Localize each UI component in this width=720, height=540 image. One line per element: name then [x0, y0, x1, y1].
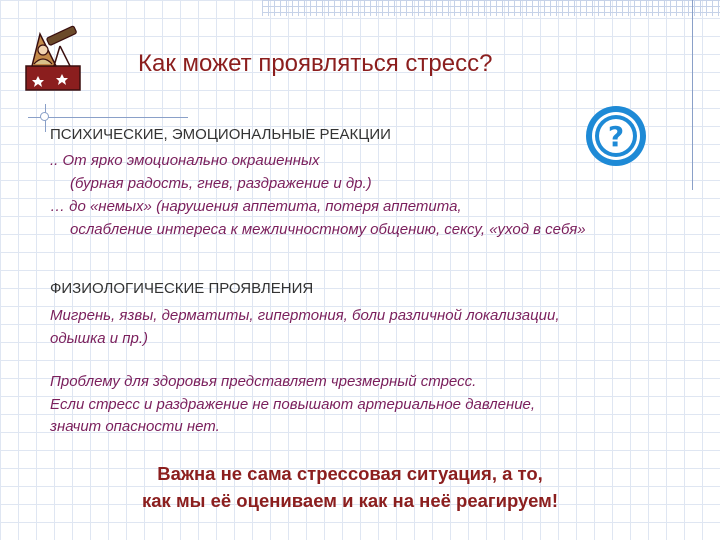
emotional-line: .. От ярко эмоционально окрашенных	[50, 152, 320, 169]
note-line: Если стресс и раздражение не повышают артериальное давление,	[50, 396, 536, 413]
section-heading-physiological: ФИЗИОЛОГИЧЕСКИЕ ПРОЯВЛЕНИЯ	[50, 280, 314, 297]
question-mark-icon	[580, 100, 652, 172]
conclusion-line: как мы её оцениваем и как на неё реагируем!	[142, 490, 558, 511]
physiological-line: Мигрень, язвы, дерматиты, гипертония, боли различной локализации,	[50, 307, 560, 324]
decorative-guide-line	[28, 117, 188, 118]
decorative-guide-circle	[40, 112, 49, 121]
physiological-line: одышка и пр.)	[50, 330, 148, 347]
astronomer-logo-icon	[18, 24, 88, 94]
note-line: Проблему для здоровья представляет чрезмерный стресс.	[50, 373, 477, 390]
conclusion	[40, 460, 660, 514]
emotional-line: (бурная радость, гнев, раздражение и др.)	[70, 175, 372, 192]
page-title: Как может проявляться стресс?	[138, 50, 493, 77]
emotional-line: ослабление интереса к межличностному общению, сексу, «уход в себя»	[70, 221, 586, 238]
note-line: значит опасности нет.	[50, 418, 220, 435]
section-heading-emotional: ПСИХИЧЕСКИЕ, ЭМОЦИОНАЛЬНЫЕ РЕАКЦИИ	[50, 126, 391, 143]
emotional-line: … до «немых» (нарушения аппетита, потеря аппетита,	[50, 198, 462, 215]
svg-text:?: ?	[607, 120, 625, 153]
decorative-grid-band	[262, 0, 720, 16]
decorative-rule	[692, 0, 693, 190]
conclusion-line: Важна не сама стрессовая ситуация, а то,	[157, 463, 543, 484]
